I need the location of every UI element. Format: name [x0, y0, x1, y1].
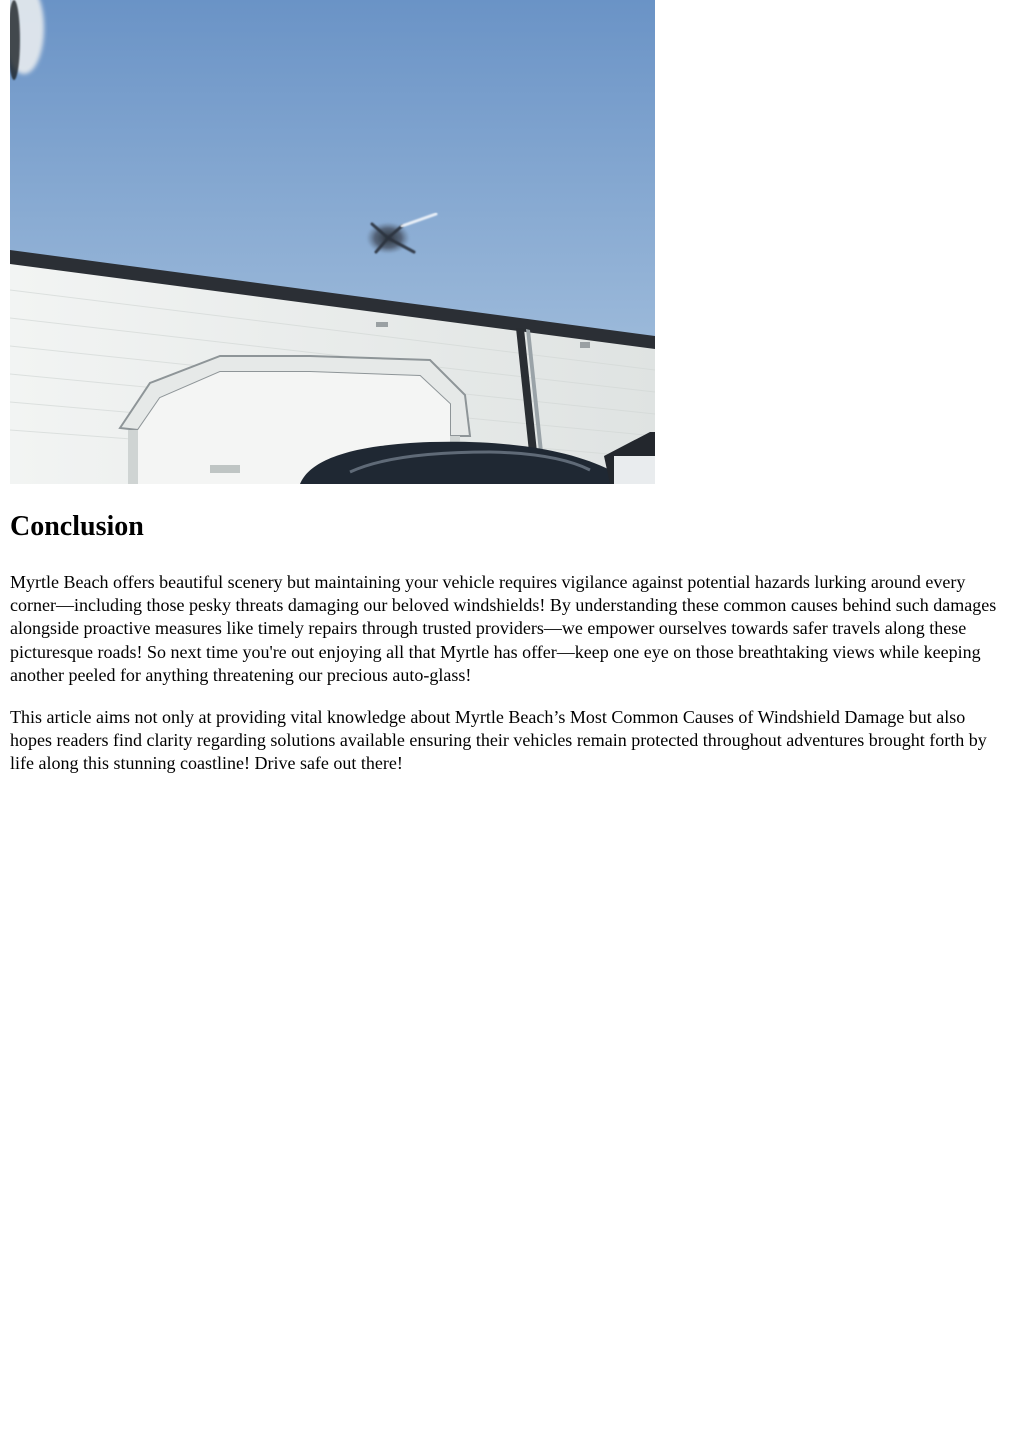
windshield-damage-photo: [10, 0, 655, 484]
article-page: [10, 0, 1010, 776]
article-aim-paragraph: This article aims not only at providing vital knowledge about Myrtle Beach’s Most Common Causes of Windshield Damage but also hopes readers find clarity regarding solutions available ensuring their vehicles remain protected throughout adventures brought forth by life along this stunning coastline! Drive safe out there!: [10, 707, 987, 774]
conclusion-heading: Conclusion: [10, 511, 144, 542]
conclusion-paragraph: Myrtle Beach offers beautiful scenery but maintaining your vehicle requires vigilance against potential hazards lurking around every corner—including those pesky threats damaging our beloved windshields! By understanding these common causes behind such damages alongside proactive measures like timely repairs through trusted providers—we empower ourselves towards safer travels along these picturesque roads! So next time you're out enjoying all that Myrtle has offer—keep one eye on those breathtaking views while keeping another peeled for anything threatening our precious auto-glass!: [10, 572, 997, 685]
